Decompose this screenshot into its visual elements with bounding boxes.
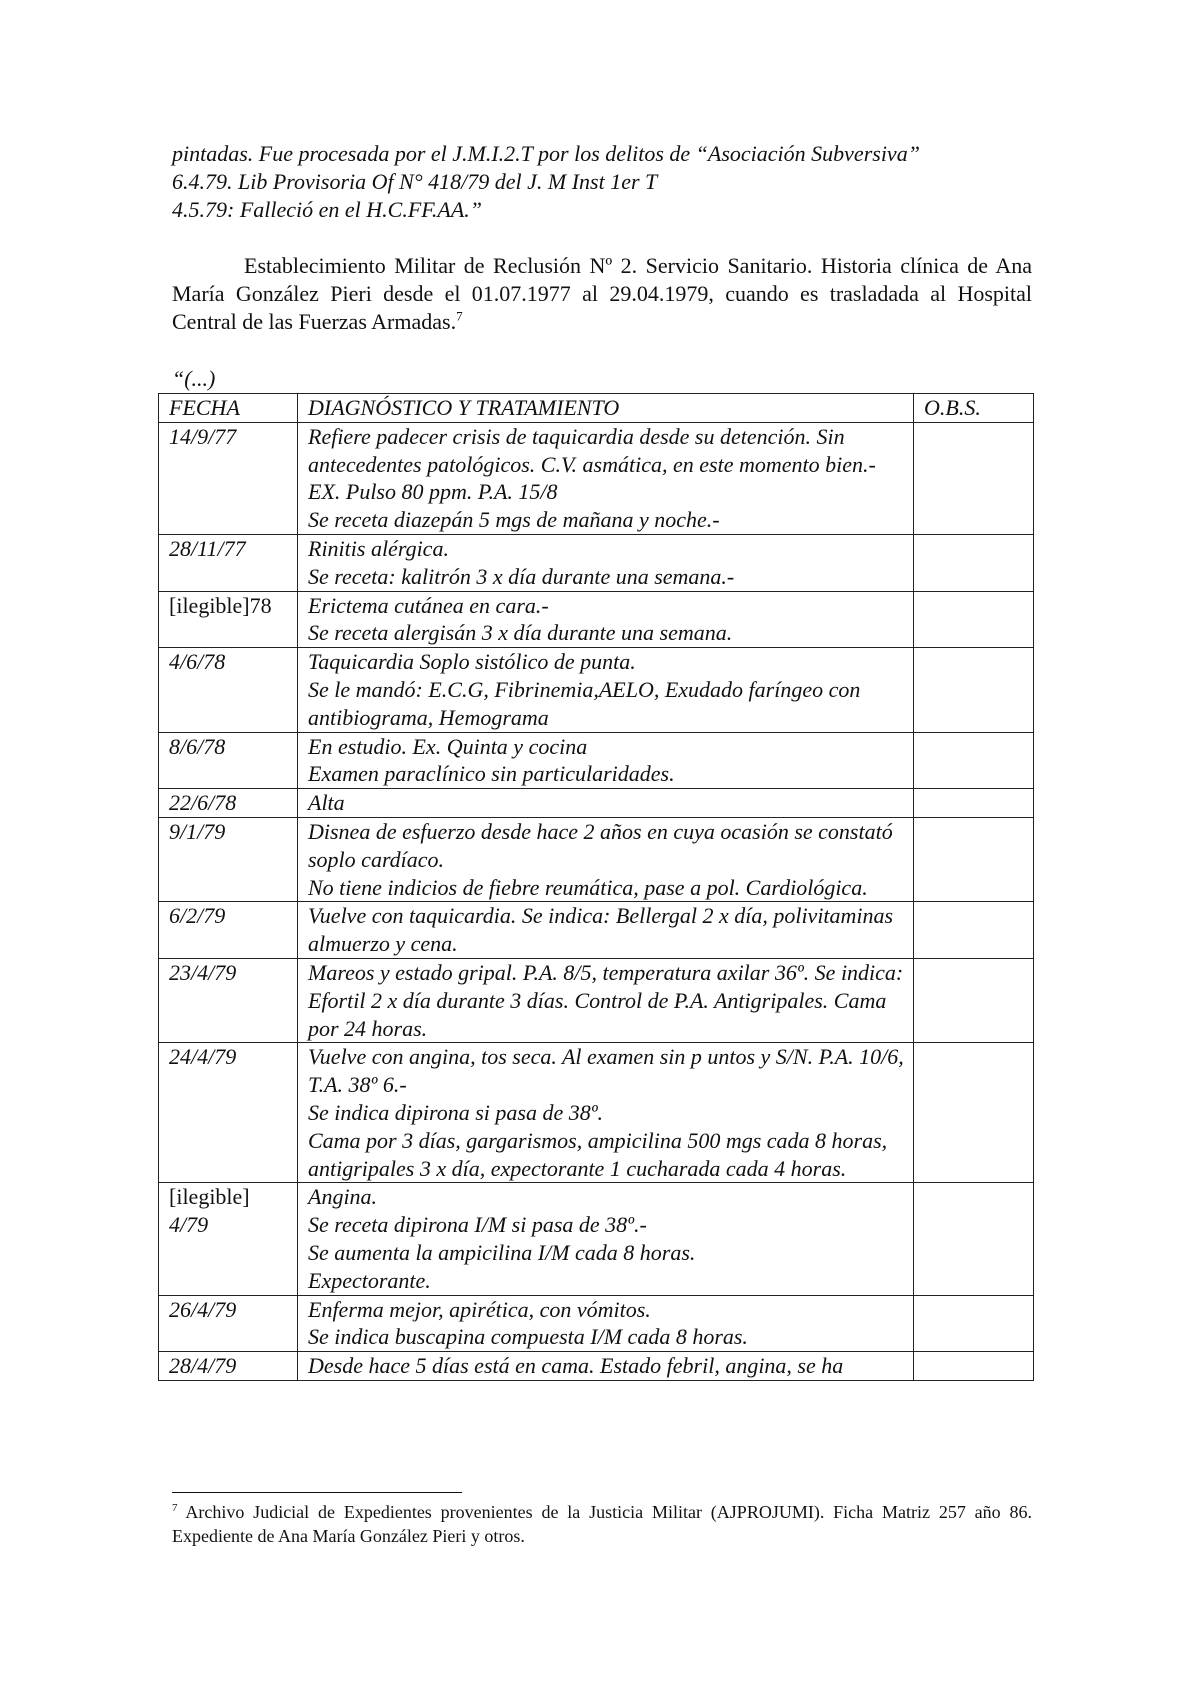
diagnostico-line: Se le mandó: E.C.G, Fibrinemia,AELO, Exudado faríngeo con antibiograma, Hemograma	[308, 676, 861, 730]
cell-fecha: 26/4/79	[159, 1295, 298, 1352]
cell-obs	[914, 817, 1034, 901]
footnote-number: 7	[172, 1502, 178, 1514]
fecha-part: [ilegible]	[169, 1184, 250, 1210]
diagnostico-line: Se receta dipirona I/M si pasa de 38º.-	[308, 1212, 647, 1238]
table-row	[159, 534, 1034, 591]
cell-fecha: 22/6/78	[159, 789, 298, 818]
diagnostico-line: No tiene indicios de fiebre reumática, pase a pol. Cardiológica.	[308, 874, 868, 900]
intro-line-3: 4.5.79: Falleció en el H.C.FF.AA.”	[172, 197, 482, 222]
cell-diagnostico	[298, 817, 914, 901]
diagnostico-line: Desde hace 5 días está en cama. Estado febril, angina, se ha	[308, 1353, 844, 1379]
cell-fecha: 8/6/78	[159, 732, 298, 789]
diagnostico-line: Cama por 3 días, gargarismos, ampicilina 500 mgs cada 8 horas, antigripales 3 x día, expectorante 1 cucharada cada 4 horas.	[308, 1127, 888, 1181]
header-fecha: FECHA	[159, 394, 298, 423]
cell-obs	[914, 1352, 1034, 1381]
table-header-row	[159, 394, 1034, 423]
cell-diagnostico	[298, 534, 914, 591]
diagnostico-line: Examen paraclínico sin particularidades.	[308, 761, 675, 787]
cell-fecha: 28/11/77	[159, 534, 298, 591]
clinical-history-table	[158, 393, 1034, 1381]
diagnostico-line: Se receta alergisán 3 x día durante una semana.	[308, 620, 733, 646]
cell-diagnostico	[298, 591, 914, 648]
table-row	[159, 789, 1034, 818]
diagnostico-line: Se receta diazepán 5 mgs de mañana y noche.-	[308, 507, 720, 533]
table-row	[159, 648, 1034, 732]
cell-diagnostico	[298, 422, 914, 534]
diagnostico-line: Rinitis alérgica.	[308, 535, 449, 561]
cell-fecha: 24/4/79	[159, 1043, 298, 1183]
table-row	[159, 1043, 1034, 1183]
body-paragraph	[172, 252, 1032, 336]
cell-fecha: 23/4/79	[159, 958, 298, 1042]
paragraph-text: Establecimiento Militar de Reclusión Nº 2. Servicio Sanitario. Historia clínica de Ana María González Pieri desde el 01.07.1977 al 29.04.1979, cuando es trasladada al Hospital Central de las Fuerzas Armadas.	[172, 253, 1032, 334]
diagnostico-line: Refiere padecer crisis de taquicardia desde su detención. Sin antecedentes patológicos. C.V. asmática, en este momento bien.-	[308, 423, 876, 477]
diagnostico-line: Mareos y estado gripal. P.A. 8/5, temperatura axilar 36º. Se indica: Efortil 2 x día durante 3 días. Control de P.A. Antigripales. Cama por 24 horas.	[308, 959, 904, 1041]
cell-obs	[914, 1043, 1034, 1183]
cell-diagnostico	[298, 789, 914, 818]
cell-diagnostico	[298, 1183, 914, 1295]
intro-line-2: 6.4.79. Lib Provisoria Of N° 418/79 del J. M Inst 1er T	[172, 169, 658, 194]
intro-line-1: pintadas. Fue procesada por el J.M.I.2.T por los delitos de “Asociación Subversiva”	[172, 141, 920, 166]
cell-diagnostico	[298, 648, 914, 732]
intro-text	[172, 140, 1032, 224]
table-row	[159, 1295, 1034, 1352]
cell-obs	[914, 732, 1034, 789]
cell-obs	[914, 789, 1034, 818]
fecha-part: 4/79	[169, 1212, 209, 1238]
cell-fecha	[159, 1183, 298, 1295]
diagnostico-line: Vuelve con taquicardia. Se indica: Bellergal 2 x día, polivitaminas almuerzo y cena.	[308, 903, 894, 957]
cell-fecha: 6/2/79	[159, 902, 298, 959]
cell-diagnostico	[298, 1295, 914, 1352]
cell-obs	[914, 1183, 1034, 1295]
footnote-separator	[172, 1492, 462, 1493]
diagnostico-line: Alta	[308, 790, 345, 816]
cell-diagnostico	[298, 902, 914, 959]
cell-fecha: 9/1/79	[159, 817, 298, 901]
cell-diagnostico	[298, 1352, 914, 1381]
cell-obs	[914, 591, 1034, 648]
cell-diagnostico	[298, 732, 914, 789]
diagnostico-line: Se receta: kalitrón 3 x día durante una semana.-	[308, 563, 735, 589]
diagnostico-line: Se aumenta la ampicilina I/M cada 8 horas.	[308, 1239, 696, 1265]
cell-obs	[914, 1295, 1034, 1352]
diagnostico-line: Enferma mejor, apirética, con vómitos.	[308, 1296, 651, 1322]
cell-diagnostico	[298, 958, 914, 1042]
cell-fecha: [ilegible]78	[159, 591, 298, 648]
table-row	[159, 1183, 1034, 1295]
table-row	[159, 817, 1034, 901]
diagnostico-line: Se indica dipirona si pasa de 38º.	[308, 1099, 604, 1125]
cell-obs	[914, 958, 1034, 1042]
cell-obs	[914, 902, 1034, 959]
footnote-reference[interactable]: 7	[456, 308, 463, 324]
table-row	[159, 591, 1034, 648]
diagnostico-line: Erictema cutánea en cara.-	[308, 592, 549, 618]
table-row	[159, 958, 1034, 1042]
header-diagnostico: DIAGNÓSTICO Y TRATAMIENTO	[298, 394, 914, 423]
diagnostico-line: Se indica buscapina compuesta I/M cada 8 horas.	[308, 1324, 748, 1350]
diagnostico-line: Expectorante.	[308, 1267, 431, 1293]
diagnostico-line: EX. Pulso 80 ppm. P.A. 15/8	[308, 479, 558, 505]
diagnostico-line: Taquicardia Soplo sistólico de punta.	[308, 649, 636, 675]
table-row	[159, 1352, 1034, 1381]
cell-fecha: 4/6/78	[159, 648, 298, 732]
cell-diagnostico	[298, 1043, 914, 1183]
cell-fecha: 28/4/79	[159, 1352, 298, 1381]
table-row	[159, 422, 1034, 534]
quote-open-marker: “(...)	[172, 366, 216, 391]
diagnostico-line: Disnea de esfuerzo desde hace 2 años en cuya ocasión se constató soplo cardíaco.	[308, 818, 893, 872]
cell-fecha: 14/9/77	[159, 422, 298, 534]
footnote	[172, 1500, 1032, 1548]
cell-obs	[914, 534, 1034, 591]
diagnostico-line: Vuelve con angina, tos seca. Al examen sin p untos y S/N. P.A. 10/6, T.A. 38º 6.-	[308, 1044, 904, 1098]
header-obs: O.B.S.	[914, 394, 1034, 423]
footnote-text: Archivo Judicial de Expedientes provenientes de la Justicia Militar (AJPROJUMI). Ficha Matriz 257 año 86. Expediente de Ana María González Pieri y otros.	[172, 1502, 1032, 1546]
diagnostico-line: En estudio. Ex. Quinta y cocina	[308, 733, 588, 759]
table-row	[159, 902, 1034, 959]
table-row	[159, 732, 1034, 789]
table-body	[159, 422, 1034, 1380]
cell-obs	[914, 648, 1034, 732]
cell-obs	[914, 422, 1034, 534]
diagnostico-line: Angina.	[308, 1184, 378, 1210]
